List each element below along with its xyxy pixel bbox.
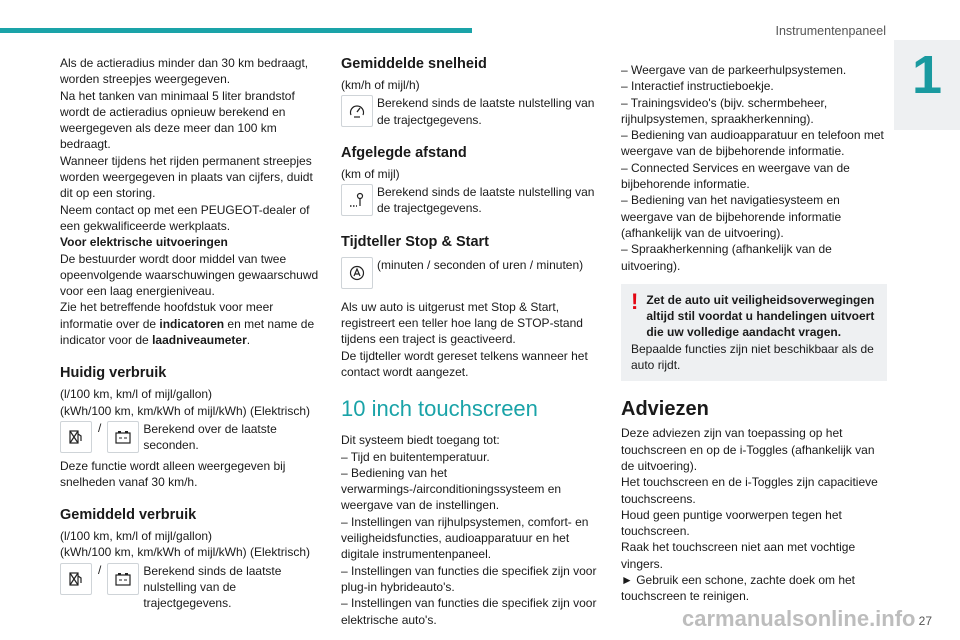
chapter-tab xyxy=(894,40,960,130)
list-item: – Bediening van het verwarmings-/airconditioningssysteem en weergave van de instellingen. xyxy=(341,465,562,513)
paragraph: Raak het touchscreen niet aan met vochtige vingers. xyxy=(621,540,856,571)
description: Berekend sinds de laatste nulstelling van de trajectgegevens. xyxy=(143,563,282,611)
list-item: – Connected Services en weergave van de bijbehorende informatie. xyxy=(621,160,850,192)
list-item: – Trainingsvideo's (bijv. schermbeheer, rijhulpsystemen, spraakherkenning). xyxy=(621,95,828,126)
units: (l/100 km, km/l of mijl/gallon) xyxy=(60,387,213,402)
list-item: – Interactief instructieboekje. xyxy=(621,79,774,94)
list-item: – Bediening van audioapparatuur en telefoon met weergave van de bijbehorende informatie. xyxy=(621,128,884,159)
icon-row xyxy=(60,421,322,454)
paragraph xyxy=(60,299,322,348)
page-number: 27 xyxy=(918,614,932,628)
chapter-number: 1 xyxy=(911,45,943,105)
column-2 xyxy=(341,55,603,628)
speedometer-icon xyxy=(341,95,373,127)
icon-row xyxy=(341,184,603,217)
icon-row xyxy=(341,257,603,289)
description: Berekend sinds de laatste nulstelling van de trajectgegevens. xyxy=(377,185,595,216)
paragraph: ► Gebruik een schone, zachte doek om het touchscreen te reinigen. xyxy=(621,573,856,604)
column-3 xyxy=(621,62,887,605)
warning-box xyxy=(621,284,887,381)
paragraph: Dit systeem biedt toegang tot: xyxy=(341,433,500,448)
fuel-pump-icon xyxy=(60,563,92,595)
list-item: – Tijd en buitentemperatuur. xyxy=(341,449,490,464)
section-heading: Tijdteller Stop & Start xyxy=(341,233,489,250)
description: (minuten / seconden of uren / minuten) xyxy=(377,257,584,272)
column-1 xyxy=(60,55,322,612)
units: (km of mijl) xyxy=(341,166,400,181)
description: Berekend over de laatste seconden. xyxy=(143,421,277,453)
warning-icon: ! xyxy=(631,288,639,314)
distance-icon xyxy=(341,184,373,216)
description: Berekend sinds de laatste nulstelling van de trajectgegevens. xyxy=(377,96,595,127)
bold-text: laadniveaumeter xyxy=(152,333,247,348)
list-item: – Instellingen van rijhulpsystemen, comfort- en veiligheidsfuncties, audioapparatuur en het digitale instrumentenpaneel. xyxy=(341,514,589,562)
paragraph: Het touchscreen en de i-Toggles zijn capacitieve touchscreens. xyxy=(621,475,878,506)
text: en met name de indicator voor de xyxy=(60,316,315,348)
fuel-pump-icon xyxy=(60,421,92,453)
separator: / xyxy=(98,420,102,435)
battery-icon xyxy=(107,421,139,453)
section-heading: Gemiddelde snelheid xyxy=(341,56,487,72)
electric-subheading: Voor elektrische uitvoeringen xyxy=(60,235,228,250)
text: . xyxy=(246,333,251,348)
touchscreen-heading: 10 inch touchscreen xyxy=(341,396,538,422)
paragraph: Als uw auto is uitgerust met Stop & Start, registreert een teller hoe lang de STOP-stand tijdens een traject is geactiveerd. xyxy=(341,299,583,347)
warning-bold-text: Zet de auto uit veiligheidsoverwegingen altijd stil voordat u handelingen uitvoert die uw volledige aandacht vragen. xyxy=(646,292,875,340)
paragraph: Deze adviezen zijn van toepassing op het touchscreen en op de i-Toggles (afhankelijk van de uitvoering). xyxy=(621,426,875,473)
units: (kWh/100 km, km/kWh of mijl/kWh) (Elektrisch) xyxy=(60,545,311,560)
paragraph: Neem contact op met een PEUGEOT-dealer of een gekwalificeerde werkplaats. xyxy=(60,202,310,233)
paragraph: Deze functie wordt alleen weergegeven bij snelheden vanaf 30 km/h. xyxy=(60,458,286,489)
separator: / xyxy=(98,562,102,577)
section-title: Instrumentenpaneel xyxy=(775,24,886,38)
icon-row xyxy=(60,563,322,612)
list-item: – Bediening van het navigatiesysteem en weergave van de bijbehorende informatie (afhankelijk van de uitvoering). xyxy=(621,193,842,240)
header-accent-bar xyxy=(0,28,472,33)
units: (kWh/100 km, km/kWh of mijl/kWh) (Elektrisch) xyxy=(60,403,311,418)
battery-icon xyxy=(107,563,139,595)
stop-start-icon xyxy=(341,257,373,289)
warning-header xyxy=(631,288,877,341)
list-item: – Spraakherkenning (afhankelijk van de uitvoering). xyxy=(621,242,832,273)
paragraph: Wanneer tijdens het rijden permanent streepjes worden weergegeven in plaats van cijfers, duidt dit op een storing. xyxy=(60,153,313,201)
paragraph: Houd geen puntige voorwerpen tegen het touchscreen. xyxy=(621,507,842,539)
section-heading: Huidig verbruik xyxy=(60,365,167,382)
list-item: – Instellingen van functies die specifiek zijn voor plug-in hybrideauto's. xyxy=(341,563,597,594)
paragraph: De bestuurder wordt door middel van twee opeenvolgende waarschuwingen gewaarschuwd voor een laag energieniveau. xyxy=(60,251,319,299)
paragraph: Na het tanken van minimaal 5 liter brandstof wordt de actieradius opnieuw berekend en weergegeven als deze meer dan 100 km bedraagt. xyxy=(60,88,295,152)
paragraph: Als de actieradius minder dan 30 km bedraagt, worden streepjes weergegeven. xyxy=(60,56,309,87)
text: Zie het betreffende hoofdstuk voor meer informatie over de xyxy=(60,300,274,331)
bold-text: indicatoren xyxy=(159,316,225,331)
section-heading: Afgelegde afstand xyxy=(341,144,467,161)
warning-text: Bepaalde functies zijn niet beschikbaar als de auto rijdt. xyxy=(631,341,874,373)
icon-row xyxy=(341,95,603,128)
paragraph: De tijdteller wordt gereset telkens wanneer het contact wordt aangezet. xyxy=(341,348,588,379)
list-item: – Instellingen van functies die specifiek zijn voor elektrische auto's. xyxy=(341,596,597,627)
units: (l/100 km, km/l of mijl/gallon) xyxy=(60,529,213,544)
units: (km/h of mijl/h) xyxy=(341,78,420,92)
watermark: carmanualsonline.info xyxy=(682,606,916,631)
advice-heading: Adviezen xyxy=(621,398,709,421)
section-heading: Gemiddeld verbruik xyxy=(60,507,197,524)
list-item: – Weergave van de parkeerhulpsystemen. xyxy=(621,63,847,77)
